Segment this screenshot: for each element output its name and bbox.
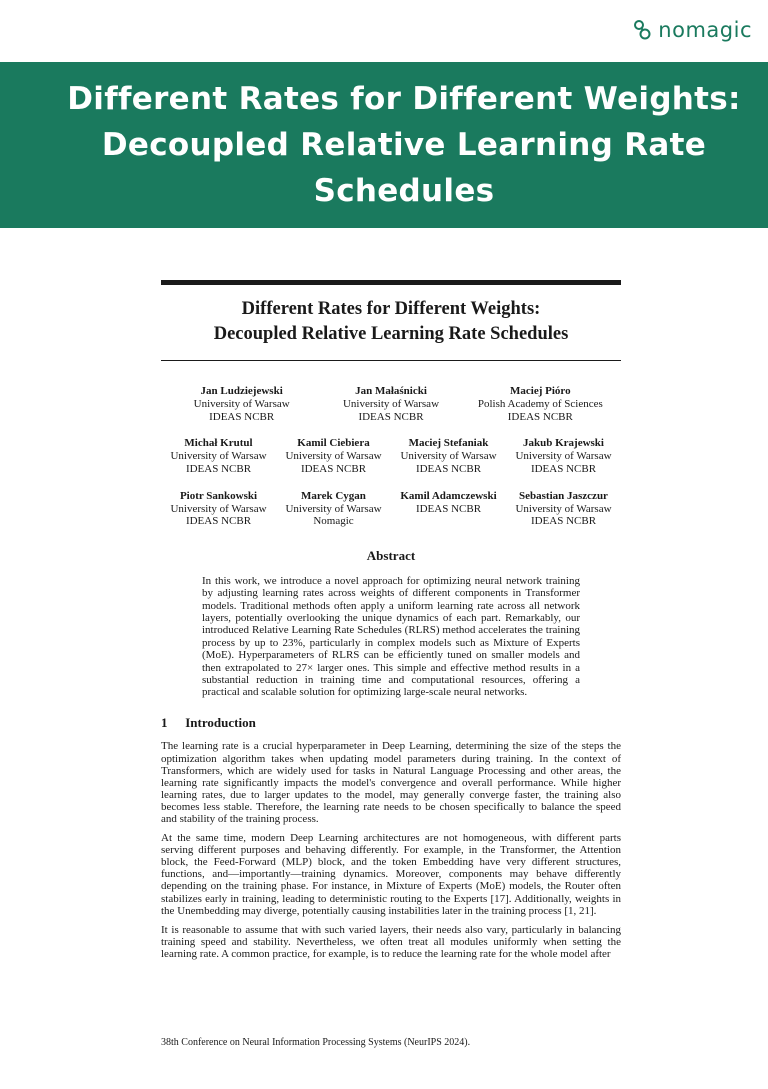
author-name: Kamil Ciebiera <box>297 437 370 450</box>
section-number: 1 <box>161 714 168 730</box>
abstract-text: In this work, we introduce a novel approach for optimizing neural network training by adjusting learning rates across weights of different components in Transformer models. Traditional methods often apply a uniform learning rate across all network layers, potentially overlooking the unique dynamics of each part. Remarkably, our introduced Relative Learning Rate Schedules (RLRS) method accelerates the training process by up to 23%, particularly in complex models such as Mixture of Experts (MoE). Hyperparameters of RLRS can be efficiently tuned on smaller models and then extrapolated to 27× larger ones. This simple and effective method results in a substantial reduction in training time and computational resources, offering a practical and scalable solution for optimizing large-scale neural networks. <box>202 574 580 699</box>
author-name: Marek Cygan <box>301 489 366 502</box>
author-name: Kamil Adamczewski <box>400 489 497 502</box>
author-row <box>161 385 621 423</box>
banner-title: Different Rates for Different Weights: Decoupled Relative Learning Rate Schedules <box>67 81 741 209</box>
author-affiliations: University of Warsaw IDEAS NCBR <box>342 397 440 423</box>
author-name: Jakub Krajewski <box>523 437 604 450</box>
author-affiliations: University of Warsaw IDEAS NCBR <box>193 397 290 423</box>
author <box>276 490 391 528</box>
author-affiliations: Polish Academy of Sciences IDEAS NCBR <box>477 397 603 423</box>
author-name: Michał Krutul <box>184 437 253 450</box>
author-affiliations: University of Warsaw Nomagic <box>285 502 382 528</box>
author <box>506 437 621 475</box>
abstract-heading: Abstract <box>366 548 416 564</box>
author-affiliations: University of Warsaw IDEAS NCBR <box>170 502 267 528</box>
author-row <box>161 437 621 475</box>
body-paragraph: At the same time, modern Deep Learning architectures are not homogeneous, with different parts serving different purposes and behaving differently. For example, in the Transformer, the Attention block, the Feed-Forward (MLP) block, and the token Embedding have very different structures, functions, and—importantly—training dynamics. Moreover, components may behave differently depending on the training phase. For instance, in Mixture of Experts (MoE) models, the Router often stabilizes early in training, leading to deterministic routing to the Experts [17]. Additionally, weights in the Unembedding may diverge, potentially causing instabilities later in the training process [1, 21]. <box>161 832 621 917</box>
author-list <box>161 385 621 528</box>
introduction-body <box>161 740 621 960</box>
author <box>161 490 276 528</box>
section-title: Introduction <box>185 714 256 730</box>
body-paragraph: The learning rate is a crucial hyperparameter in Deep Learning, determining the size of the steps the optimization algorithm takes when updating model parameters during training. In the context of Transformers, which are widely used for tasks in Natural Language Processing and other areas, the learning rate significantly impacts the model's convergence and overall performance. While higher learning rates, due to larger updates to the model, may generally converge faster, the training also becomes less stable. Therefore, the learning rate needs to be chosen specifically to balance the speed and stability of the training process. <box>161 740 621 825</box>
author-affiliations: IDEAS NCBR <box>415 502 482 515</box>
title-top-rule <box>161 280 621 285</box>
author-name: Sebastian Jaszczur <box>519 489 608 502</box>
brand-logo <box>632 18 752 42</box>
author-affiliations: University of Warsaw IDEAS NCBR <box>285 450 382 475</box>
paper-page <box>161 280 621 967</box>
title-banner <box>0 62 768 228</box>
author <box>161 437 276 475</box>
author <box>391 490 506 528</box>
body-paragraph: It is reasonable to assume that with such varied layers, their needs also vary, particularly in balancing training speed and stability. Nevertheless, we often treat all modules uniformly when setting the learning rate. A common practice, for example, is to reduce the learning rate for the whole model after <box>161 923 621 960</box>
author <box>167 385 316 423</box>
author-row <box>161 490 621 528</box>
author-affiliations: University of Warsaw IDEAS NCBR <box>400 450 497 475</box>
author <box>276 437 391 475</box>
author-affiliations: University of Warsaw IDEAS NCBR <box>515 450 612 475</box>
author-affiliations: University of Warsaw IDEAS NCBR <box>170 450 267 475</box>
paper-title: Different Rates for Different Weights: Decoupled Relative Learning Rate Schedules <box>213 299 569 344</box>
author <box>506 490 621 528</box>
author-name: Piotr Sankowski <box>179 489 258 502</box>
author-name: Jan Małaśnicki <box>355 385 427 397</box>
author <box>316 385 465 423</box>
author-name: Maciej Pióro <box>510 385 571 397</box>
conference-footnote: 38th Conference on Neural Information Processing Systems (NeurIPS 2024). <box>161 1037 471 1048</box>
author-affiliations: University of Warsaw IDEAS NCBR <box>515 502 612 528</box>
nomagic-logo-icon <box>632 19 654 41</box>
author <box>391 437 506 475</box>
author <box>466 385 615 423</box>
title-bottom-rule <box>161 360 621 361</box>
author-name: Jan Ludziejewski <box>200 385 283 397</box>
author-name: Maciej Stefaniak <box>408 437 489 450</box>
brand-name: nomagic <box>658 18 752 42</box>
section-heading <box>161 714 621 730</box>
